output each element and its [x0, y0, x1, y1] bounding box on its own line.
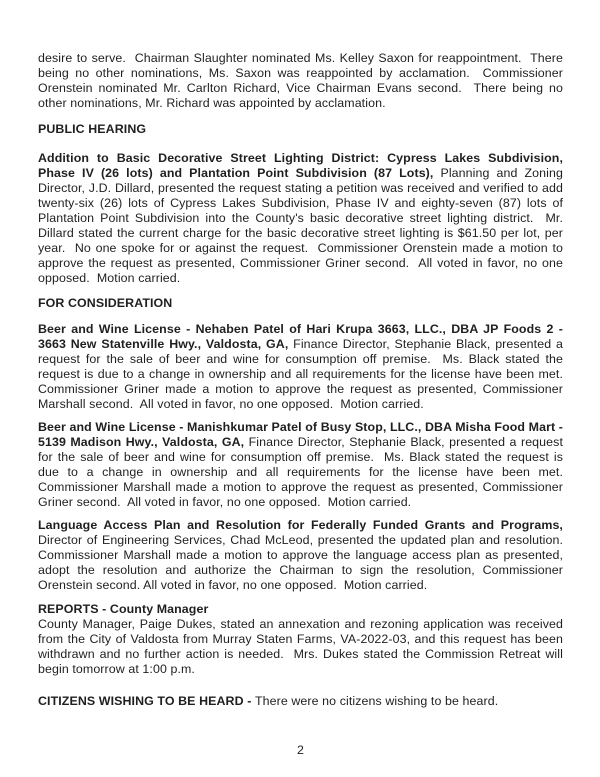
- paragraph-lead-bold: Language Access Plan and Resolution for Federally Funded Grants and Programs,: [38, 518, 567, 532]
- paragraph-text: County Manager, Paige Dukes, stated an annexation and rezoning application was received from the City of Valdosta from Murray Staten Farms, VA-2022-03, and this request has been withdrawn and no further action is needed. Mrs. Dukes stated the Commission Retreat will begin tomorrow at 1:00 p.m.: [38, 617, 567, 676]
- paragraph-text: Finance Director, Stephanie Black, presented a request for the sale of beer and wine for consumption off premise. Ms. Black stated the request is due to a change in ownership and all requirements for the license have been met. Commissioner Marshall made a motion to approve the request as presented, Commissioner Griner second. All voted in favor, no one opposed. Motion carried.: [38, 435, 571, 509]
- paragraph-street-lighting: [38, 151, 567, 286]
- heading-public-hearing: [38, 122, 563, 137]
- paragraph-text: Finance Director, Stephanie Black, presented a request for the sale of beer and wine for consumption off premise. Ms. Black stated the request is due to a change in ownership and all requirements for the license have been met. Commissioner Griner made a motion to approve the request as presented, Commissioner Marshall second. All voted in favor, no one opposed. Motion carried.: [38, 337, 571, 411]
- page-number: 2: [297, 743, 304, 757]
- paragraph-citizens: [38, 694, 563, 709]
- paragraph-text: Planning and Zoning Director, J.D. Dillard, presented the request stating a petition was received and verified to add twenty-six (26) lots of Cypress Lakes Subdivision, Phase IV and eighty-seven (87) lots of Plantation Point Subdivision into the County's basic decorative street lighting district. Mr. Dillard stated the current charge for the basic decorative street lighting is $61.50 per lot, per year. No one spoke for or against the request. Commissioner Orenstein made a motion to approve the request as presented, Commissioner Griner second. All voted in favor, no one opposed. Motion carried.: [38, 166, 567, 285]
- heading-reports-county-manager: [38, 602, 563, 617]
- paragraph-continuation: [38, 51, 567, 111]
- heading-text: FOR CONSIDERATION: [38, 296, 173, 310]
- paragraph-lead-bold: Beer and Wine License - Nehaben Patel of Hari Krupa 3663, LLC., DBA JP Foods 2 - 3663 New Statenville Hwy., Valdosta, GA,: [38, 322, 567, 351]
- paragraph-text: Director of Engineering Services, Chad McLeod, presented the updated plan and resolution. Commissioner Marshall made a motion to approve the language access plan as presented, adopt the resolution and authorize the Chairman to sign the resolution, Commissioner Orenstein second. All voted in favor, no one opposed. Motion carried.: [38, 533, 571, 592]
- heading-for-consideration: [38, 296, 563, 311]
- paragraph-beer-wine-nehaben: [38, 322, 571, 412]
- paragraph-lead-bold: Beer and Wine License - Manishkumar Patel of Busy Stop, LLC., DBA Misha Food Mart - 5139 Madison Hwy., Valdosta, GA,: [38, 420, 567, 449]
- heading-text: REPORTS - County Manager: [38, 602, 209, 616]
- paragraph-language-access: [38, 518, 571, 593]
- paragraph-beer-wine-manishkumar: [38, 420, 571, 510]
- paragraph-reports-body: [38, 617, 567, 677]
- paragraph-lead-bold: CITIZENS WISHING TO BE HEARD -: [38, 694, 255, 708]
- heading-text: PUBLIC HEARING: [38, 122, 147, 136]
- paragraph-lead-bold: Addition to Basic Decorative Street Lighting District: Cypress Lakes Subdivision, Phase IV (26 lots) and Plantation Point Subdivision (87 Lots),: [38, 151, 567, 180]
- paragraph-text: desire to serve. Chairman Slaughter nominated Ms. Kelley Saxon for reappointment. There being no other nominations, Ms. Saxon was reappointed by acclamation. Commissioner Orenstein nominated Mr. Carlton Richard, Vice Chairman Evans second. There being no other nominations, Mr. Richard was appointed by acclamation.: [38, 51, 567, 110]
- paragraph-text: There were no citizens wishing to be heard.: [254, 694, 499, 708]
